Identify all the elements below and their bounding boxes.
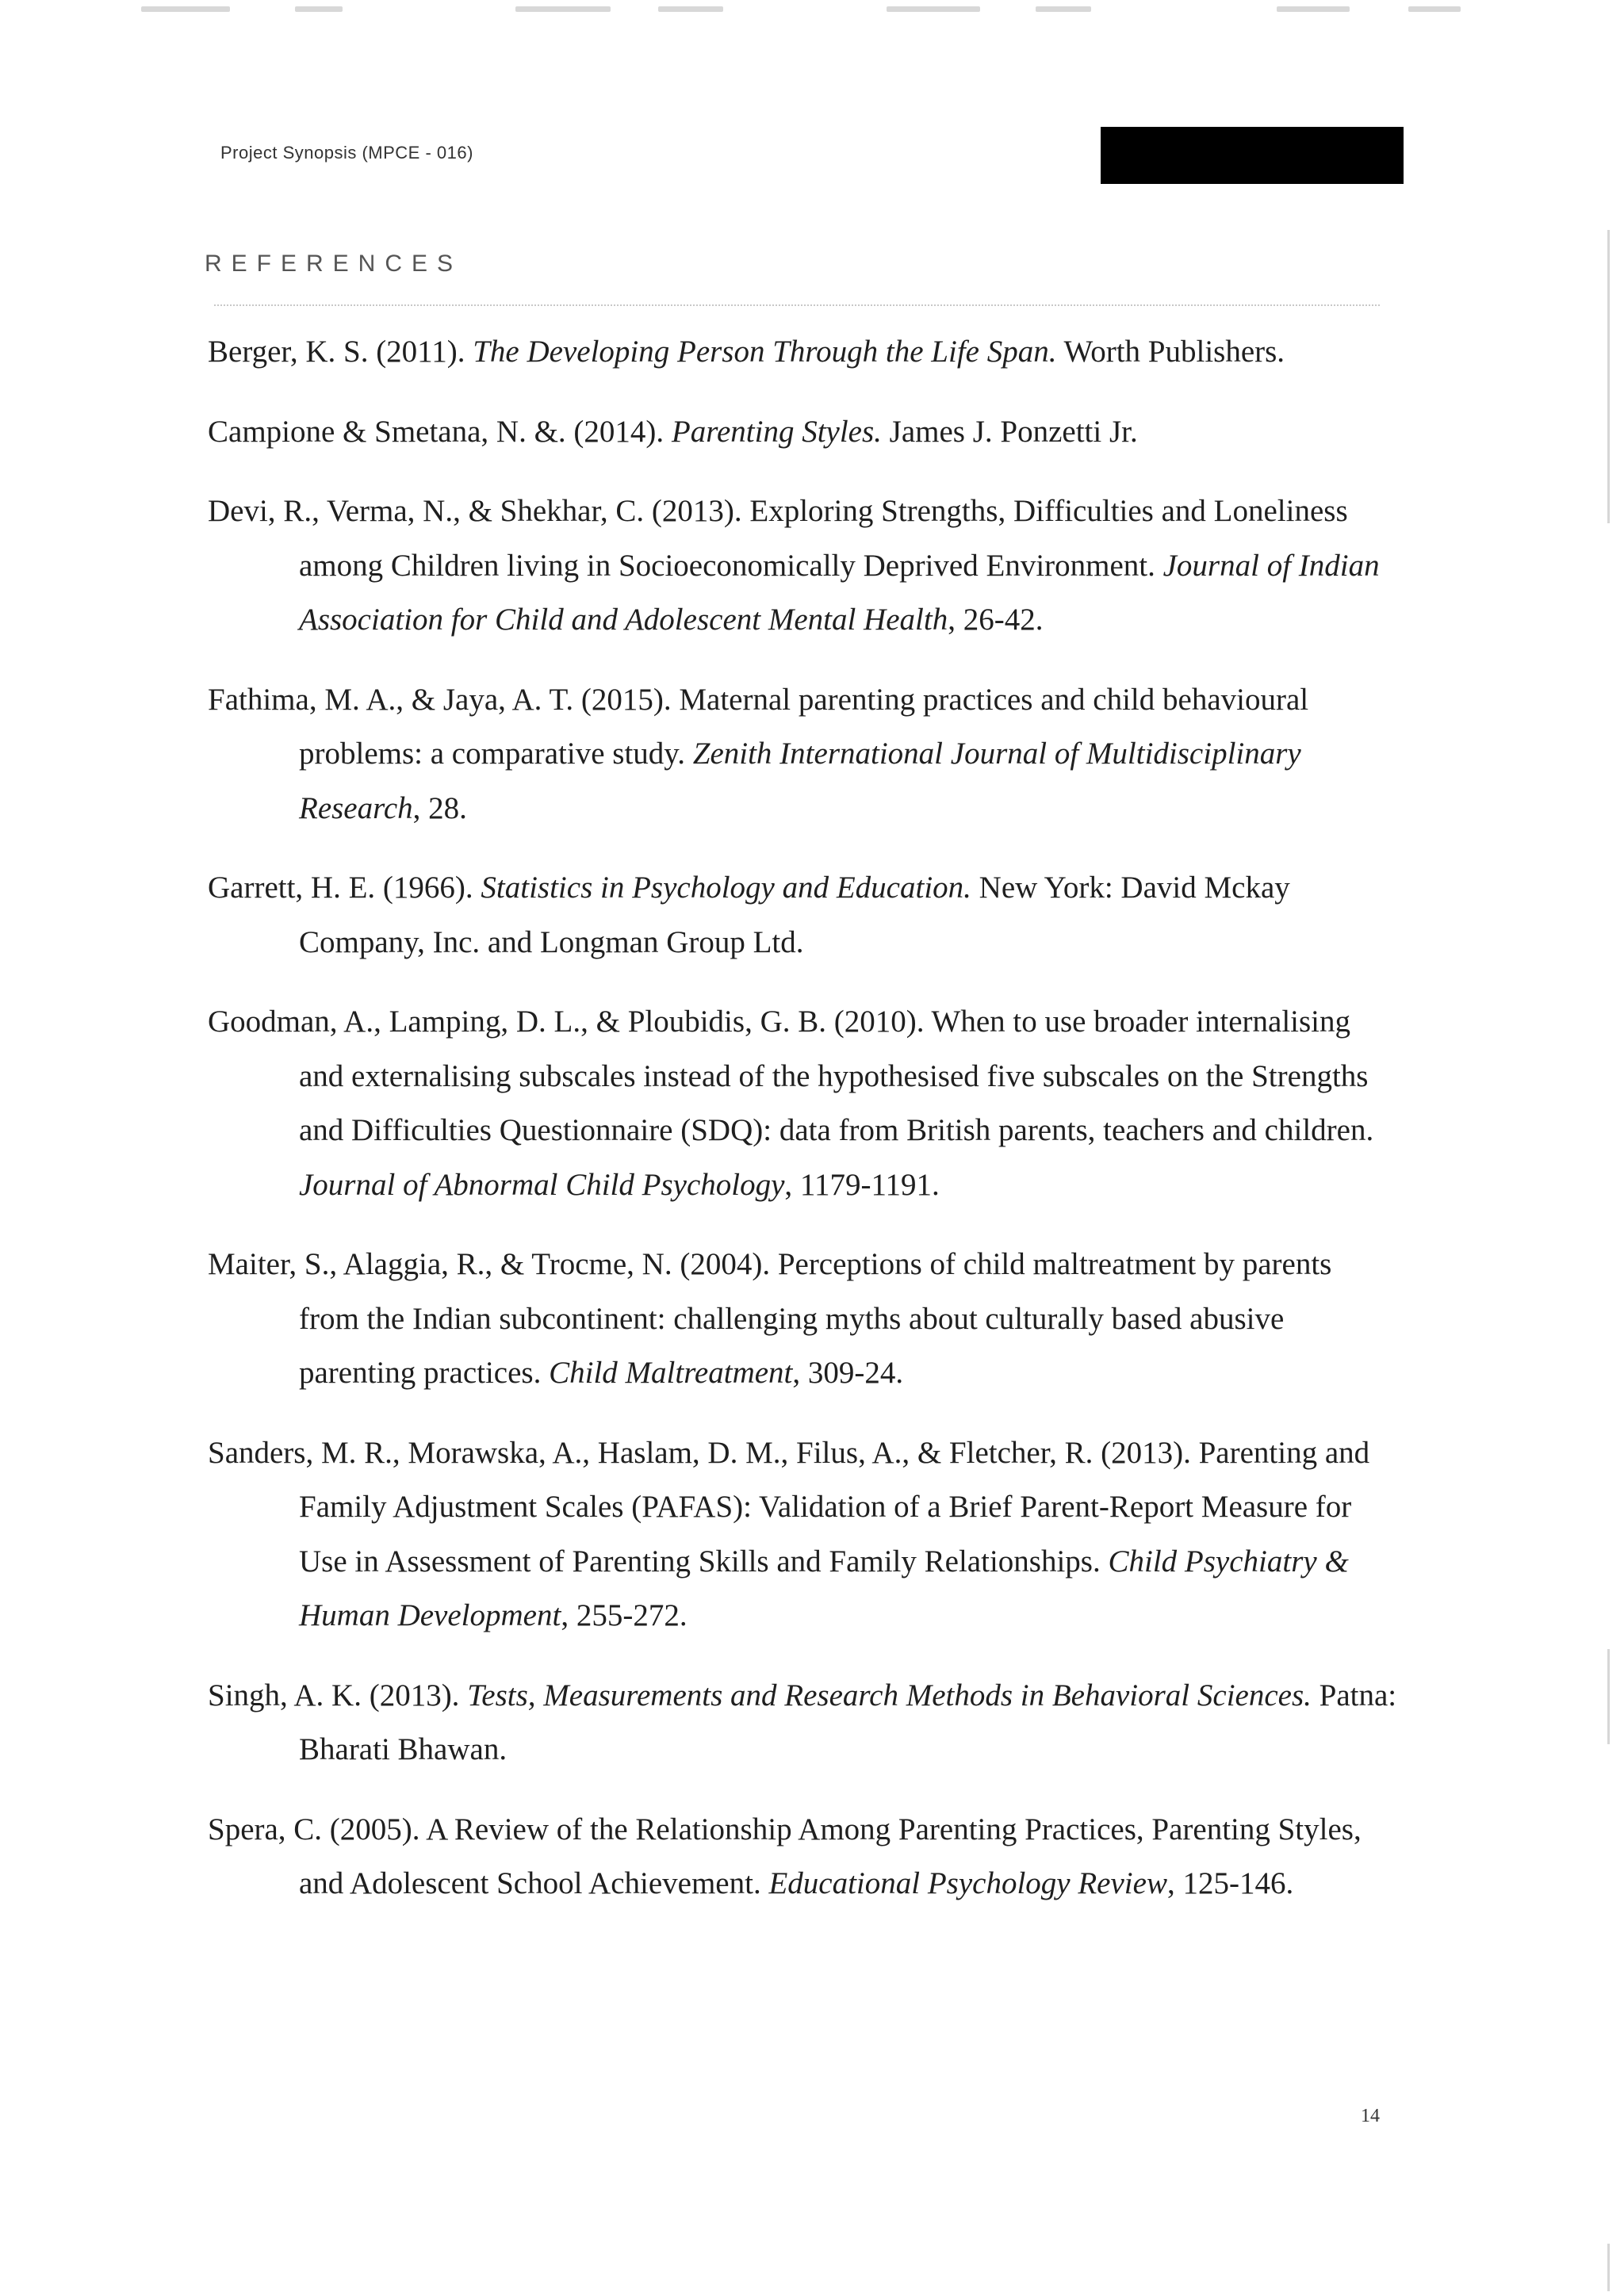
heading-divider <box>214 304 1380 306</box>
section-heading: REFERENCES <box>205 251 463 277</box>
reference-title: Educational Psychology Review <box>768 1866 1167 1900</box>
reference-text: Singh, A. K. (2013). <box>208 1678 468 1712</box>
reference-title: Child Psychiatry & Human Development <box>299 1544 1349 1632</box>
scan-artifacts <box>0 0 1624 19</box>
reference-text: Campione & Smetana, N. &. (2014). <box>208 414 672 449</box>
reference-entry <box>208 1426 1397 1644</box>
reference-title: Statistics in Psychology and Education. <box>481 871 971 905</box>
reference-entry <box>208 861 1397 970</box>
reference-text: , 255-272. <box>561 1598 688 1632</box>
reference-title: Tests, Measurements and Research Methods in Behavioral Sciences. <box>467 1678 1312 1712</box>
reference-entry <box>208 405 1397 460</box>
reference-text: , 309-24. <box>792 1356 904 1390</box>
reference-title: Child Maltreatment <box>549 1356 793 1390</box>
reference-text: Fathima, M. A., & Jaya, A. T. (2015). Maternal parenting practices and child behavioural problems: a comparative study. <box>208 682 1309 771</box>
reference-title: The Developing Person Through the Life Span. <box>473 335 1057 369</box>
reference-text: Garrett, H. E. (1966). <box>208 871 481 905</box>
reference-title: Zenith International Journal of Multidisciplinary Research <box>299 737 1301 825</box>
reference-text: Spera, C. (2005). A Review of the Relationship Among Parenting Practices, Parenting Styles, and Adolescent School Achievement. <box>208 1812 1362 1900</box>
reference-text: New York: David Mckay Company, Inc. and Longman Group Ltd. <box>299 871 1290 959</box>
reference-text: , 26-42. <box>948 603 1044 637</box>
page-number: 14 <box>1361 2106 1380 2126</box>
redaction-block <box>1101 127 1404 184</box>
reference-text: Berger, K. S. (2011). <box>208 335 473 369</box>
reference-text: Sanders, M. R., Morawska, A., Haslam, D. M., Filus, A., & Fletcher, R. (2013). Parenting and Family Adjustment Scales (PAFAS): Validation of a Brief Parent-Report Measure for Use in Assessment of Parenting Skills and Family Relationships. <box>208 1435 1370 1578</box>
reference-text: , 28. <box>412 790 467 825</box>
reference-text: , 1179-1191. <box>784 1167 940 1202</box>
reference-entry <box>208 1803 1397 1911</box>
reference-entry <box>208 1238 1397 1401</box>
scan-edge-mark <box>1607 1649 1610 1744</box>
reference-title: Journal of Abnormal Child Psychology <box>299 1167 785 1202</box>
reference-title: Parenting Styles. <box>671 414 882 449</box>
reference-entry <box>208 995 1397 1212</box>
scan-edge-mark <box>1607 2244 1610 2291</box>
reference-entry <box>208 484 1397 648</box>
reference-text: James J. Ponzetti Jr. <box>881 414 1138 449</box>
reference-text: Maiter, S., Alaggia, R., & Trocme, N. (2004). Perceptions of child maltreatment by parents from the Indian subcontinent: challenging myths about culturally based abusive parenting practices. <box>208 1247 1332 1390</box>
reference-text: Devi, R., Verma, N., & Shekhar, C. (2013). Exploring Strengths, Difficulties and Loneliness among Children living in Socioeconomically Deprived Environment. <box>208 494 1348 583</box>
reference-entry <box>208 673 1397 836</box>
scan-edge-mark <box>1607 230 1610 523</box>
reference-text: Goodman, A., Lamping, D. L., & Ploubidis, G. B. (2010). When to use broader internalising and externalising subscales instead of the hypothesised five subscales on the Strengths and Difficulties Questionnaire (SDQ): data from British parents, teachers and children. <box>208 1004 1374 1147</box>
reference-entry <box>208 1669 1397 1777</box>
reference-text: Patna: Bharati Bhawan. <box>299 1678 1397 1766</box>
page-header: Project Synopsis (MPCE - 016) <box>220 143 473 163</box>
reference-text: Worth Publishers. <box>1056 335 1285 369</box>
reference-text: , 125-146. <box>1166 1866 1294 1900</box>
reference-list <box>208 325 1397 1937</box>
reference-entry <box>208 325 1397 380</box>
reference-title: Journal of Indian Association for Child and Adolescent Mental Health <box>299 548 1380 637</box>
